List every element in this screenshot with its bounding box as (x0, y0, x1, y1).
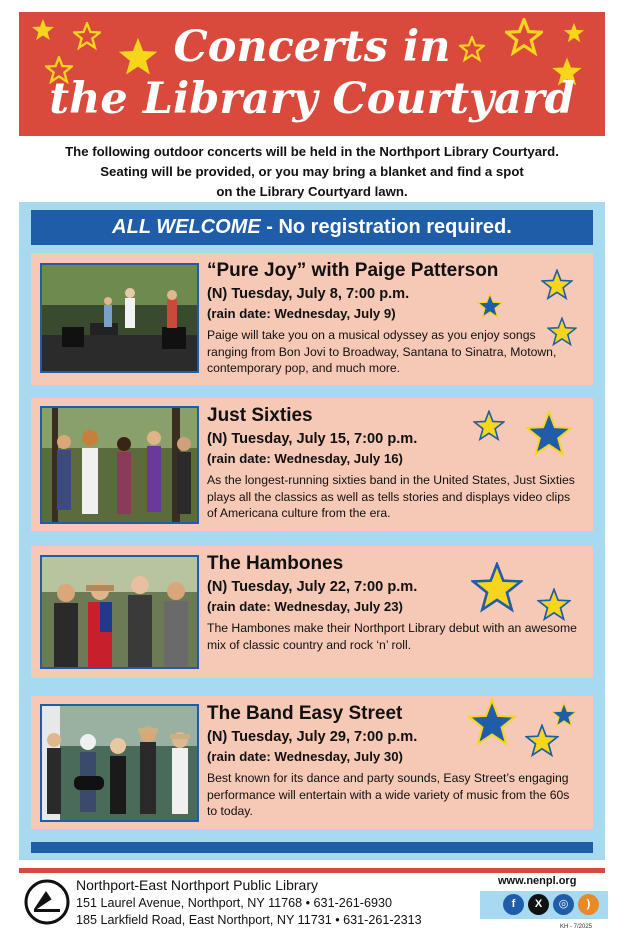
library-address-east-northport: 185 Larkfield Road, East Northport, NY 11731 • 631-261-2313 (76, 913, 422, 927)
star-icon (525, 724, 559, 758)
concert-date: (N) Tuesday, July 15, 7:00 p.m. (207, 431, 418, 447)
concert-title: Just Sixties (207, 405, 313, 426)
concert-rain-date: (rain date: Wednesday, July 9) (207, 306, 396, 321)
welcome-emphasis: ALL WELCOME (112, 216, 261, 238)
concert-description: Paige will take you on a musical odyssey as you enjoy songs ranging from Bon Jovi to Broadway, Santana to Sinatra, Motown, contemporary pop, and much more. (207, 328, 557, 375)
x-icon[interactable]: X (528, 894, 549, 915)
star-icon (473, 410, 505, 442)
title-banner (19, 12, 605, 136)
concert-rain-date: (rain date: Wednesday, July 23) (207, 599, 403, 614)
concert-date: (N) Tuesday, July 29, 7:00 p.m. (207, 729, 418, 745)
star-icon (541, 269, 573, 301)
concert-info (207, 552, 587, 653)
concert-info (207, 702, 587, 820)
intro-line: The following outdoor concerts will be held in the Northport Library Courtyard. (65, 144, 559, 159)
page-title-line1: Concerts in (173, 22, 451, 72)
star-icon (467, 698, 517, 748)
concert-date: (N) Tuesday, July 8, 7:00 p.m. (207, 286, 410, 302)
band-photo (40, 406, 199, 524)
concert-title: The Hambones (207, 553, 344, 574)
band-photo (40, 704, 199, 822)
concert-title: The Band Easy Street (207, 703, 403, 724)
library-logo-icon (24, 879, 70, 925)
intro-text (19, 142, 605, 202)
concert-description: Best known for its dance and party sounds, Easy Street’s engaging performance will entertain with a wide variety of music from the 60s to today. (207, 771, 570, 818)
facebook-icon[interactable]: f (503, 894, 524, 915)
concert-rain-date: (rain date: Wednesday, July 30) (207, 749, 403, 764)
library-name: Northport-East Northport Public Library (76, 877, 318, 893)
star-icon (471, 562, 523, 614)
concert-card (31, 546, 593, 678)
star-icon (477, 293, 503, 319)
concert-description: The Hambones make their Northport Library debut with an awesome mix of classic country and rock ‘n’ roll. (207, 621, 577, 652)
library-address-northport: 151 Laurel Avenue, Northport, NY 11768 • 631-261-6930 (76, 896, 392, 910)
intro-line: Seating will be provided, or you may bring a blanket and find a spot (100, 164, 524, 179)
concert-info (207, 259, 587, 377)
star-icon (547, 317, 577, 347)
band-photo (40, 555, 199, 669)
page-title-line2: the Library Courtyard (49, 74, 575, 124)
panel-bottom-bar (31, 842, 593, 853)
website-link[interactable]: www.nenpl.org (498, 875, 577, 887)
star-icon (537, 588, 571, 622)
concert-card (31, 398, 593, 531)
flyer-code: KH - 7/2025 (560, 924, 593, 930)
intro-line: on the Library Courtyard lawn. (216, 184, 408, 199)
welcome-bar (31, 210, 593, 245)
footer-divider (19, 868, 605, 873)
star-icon (525, 410, 573, 458)
band-photo (40, 263, 199, 373)
concert-rain-date: (rain date: Wednesday, July 16) (207, 451, 403, 466)
instagram-icon[interactable]: ◎ (553, 894, 574, 915)
welcome-text: - No registration required. (260, 216, 512, 238)
concert-card (31, 253, 593, 385)
concert-date: (N) Tuesday, July 22, 7:00 p.m. (207, 579, 418, 595)
rss-icon[interactable]: ) (578, 894, 599, 915)
concert-title: “Pure Joy” with Paige Patterson (207, 260, 499, 281)
concert-description: As the longest-running sixties band in the United States, Just Sixties plays all the classics as well as tells stories and displays video clips of Americana culture from the era. (207, 473, 575, 520)
concert-card (31, 696, 593, 829)
